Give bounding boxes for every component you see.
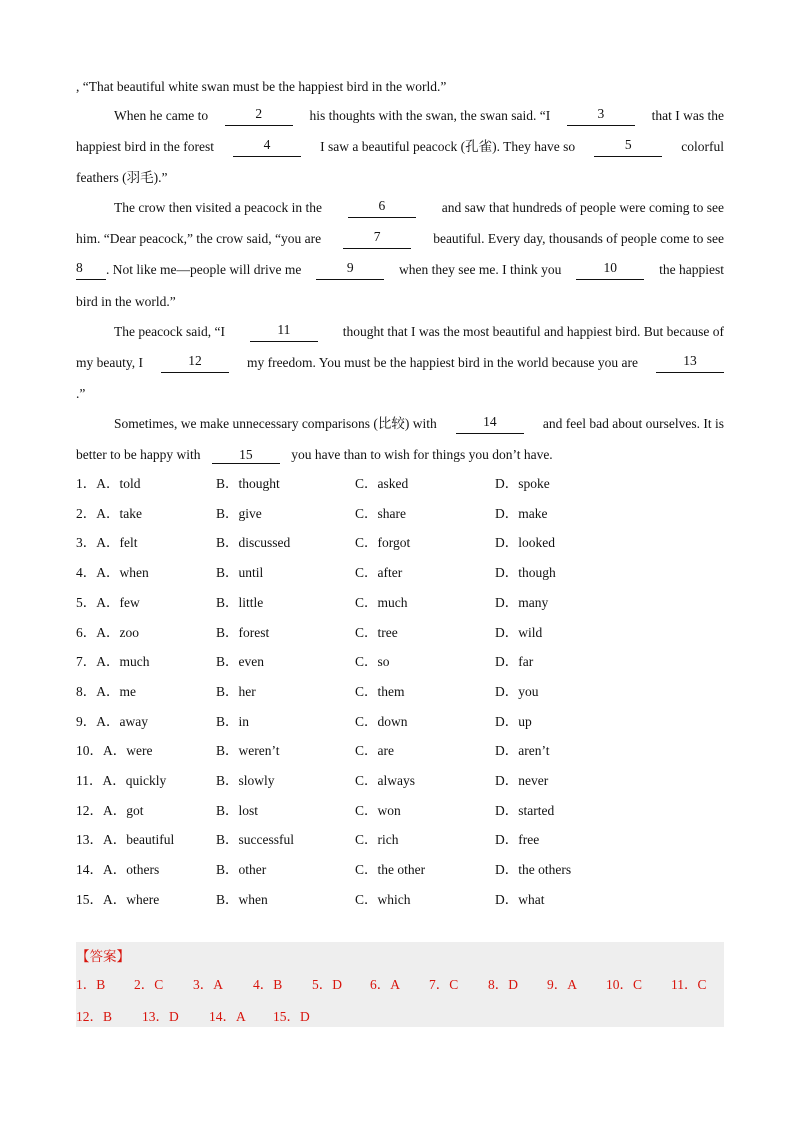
passage-text: and saw that hundreds of people were coming to see (441, 200, 724, 215)
option-a: A．beautiful (103, 832, 175, 847)
question-number: 8． (76, 684, 97, 699)
option-a: A．away (96, 714, 148, 729)
passage-text: When he came to (114, 108, 209, 123)
question-number-and-option-a (76, 504, 142, 524)
question-number-and-option-a (76, 563, 149, 583)
option-d: D．started (495, 803, 555, 818)
option-a: A．quickly (102, 773, 167, 788)
blank-6: 6 (348, 198, 416, 218)
answer-item: 11．C (671, 977, 707, 992)
option-a: A．much (96, 654, 150, 669)
passage-text: better to be happy with (76, 447, 201, 462)
question-number: 13． (76, 832, 103, 847)
blank-3: 3 (567, 106, 635, 126)
option-a: A．me (96, 684, 136, 699)
option-c: C．rich (355, 832, 399, 847)
passage-text: you have than to wish for things you don’t have. (291, 447, 553, 462)
question-row (76, 741, 724, 761)
question-row (76, 533, 724, 553)
question-number-and-option-a (76, 623, 139, 643)
question-row (76, 712, 724, 732)
question-number: 4． (76, 565, 97, 580)
question-number-and-option-a (76, 682, 136, 702)
option-a: A．were (103, 743, 153, 758)
blank-8: 8 (76, 260, 106, 280)
question-number-and-option-a (76, 771, 166, 791)
answer-item: 3．A (193, 977, 223, 992)
question-number-and-option-a (76, 652, 150, 672)
passage-text: feathers (羽毛).” (76, 170, 168, 185)
passage-line (76, 445, 724, 465)
option-d: D．the others (495, 862, 572, 877)
option-b: B．her (216, 684, 256, 699)
question-row (76, 801, 724, 821)
option-c: C．forgot (355, 535, 411, 550)
answer-title: 【答案】 (76, 949, 130, 964)
option-d: D．far (495, 654, 534, 669)
option-a: A．told (96, 476, 141, 491)
option-d: D．looked (495, 535, 555, 550)
blank-15: 15 (212, 447, 280, 464)
passage-text: The peacock said, “I (114, 324, 225, 339)
question-number: 7． (76, 654, 97, 669)
question-number-and-option-a (76, 801, 144, 821)
option-d: D．you (495, 684, 539, 699)
answer-key (76, 942, 724, 1027)
option-b: B．until (216, 565, 264, 580)
question-number: 5． (76, 595, 97, 610)
option-d: D．up (495, 714, 532, 729)
question-number: 3． (76, 535, 97, 550)
option-d: D．never (495, 773, 549, 788)
answer-item: 10．C (606, 977, 643, 992)
passage-text: and feel bad about ourselves. It is (542, 416, 724, 431)
passage-line (76, 168, 724, 188)
option-b: B．thought (216, 476, 280, 491)
passage-text: bird in the world.” (76, 294, 176, 309)
question-number: 11． (76, 773, 103, 788)
question-number: 12． (76, 803, 103, 818)
option-b: B．in (216, 714, 250, 729)
option-a: A．few (96, 595, 140, 610)
option-d: D．free (495, 832, 540, 847)
option-c: C．share (355, 506, 406, 521)
question-number: 14． (76, 862, 103, 877)
passage-line (76, 353, 724, 373)
option-d: D．spoke (495, 476, 550, 491)
answer-item: 9．A (547, 977, 577, 992)
option-b: B．weren’t (216, 743, 280, 758)
option-c: C．them (355, 684, 405, 699)
question-number-and-option-a (76, 533, 138, 553)
option-a: A．take (96, 506, 142, 521)
question-number-and-option-a (76, 890, 159, 910)
question-row (76, 771, 724, 791)
passage-line (114, 106, 724, 126)
question-row (76, 860, 724, 880)
question-row (76, 890, 724, 910)
passage-text: thought that I was the most beautiful and happiest bird. But because of (342, 324, 724, 339)
question-number-and-option-a (76, 860, 159, 880)
question-number: 6． (76, 625, 97, 640)
answer-item: 12．B (76, 1009, 113, 1024)
question-number: 9． (76, 714, 97, 729)
option-b: B．other (216, 862, 267, 877)
option-d: D．many (495, 595, 549, 610)
option-b: B．slowly (216, 773, 275, 788)
passage-text: happiest bird in the forest (76, 139, 214, 154)
blank-13: 13 (656, 353, 724, 373)
passage-line (76, 384, 724, 404)
blank-9: 9 (316, 260, 384, 280)
passage-text: . Not like me—people will drive me (106, 262, 302, 277)
question-number-and-option-a (76, 830, 174, 850)
option-b: B．successful (216, 832, 294, 847)
blank-11: 11 (250, 322, 318, 342)
blank-14: 14 (456, 414, 524, 434)
question-number: 2． (76, 506, 97, 521)
passage-line (76, 260, 724, 280)
question-number: 1． (76, 476, 97, 491)
passage-text: beautiful. Every day, thousands of people come to see (433, 231, 724, 246)
answer-item: 14．A (209, 1009, 246, 1024)
option-c: C．are (355, 743, 394, 758)
question-row (76, 682, 724, 702)
question-number-and-option-a (76, 741, 152, 761)
answer-item: 5．D (312, 977, 342, 992)
blank-5: 5 (594, 137, 662, 157)
question-number-and-option-a (76, 712, 148, 732)
passage-text: I saw a beautiful peacock (孔雀). They have so (320, 139, 576, 154)
option-a: A．when (96, 565, 149, 580)
option-b: B．lost (216, 803, 259, 818)
passage-text: that I was the (651, 108, 724, 123)
option-c: C．always (355, 773, 415, 788)
option-d: D．though (495, 565, 556, 580)
answer-item: 7．C (429, 977, 459, 992)
passage-line (76, 137, 724, 157)
passage-text: my freedom. You must be the happiest bird in the world because you are (246, 355, 638, 370)
question-number-and-option-a (76, 474, 141, 494)
option-d: D．wild (495, 625, 543, 640)
option-a: A．where (103, 892, 160, 907)
question-row (76, 830, 724, 850)
question-number: 10． (76, 743, 103, 758)
answer-item: 15．D (273, 1009, 310, 1024)
passage-line (76, 229, 724, 249)
answer-item: 1．B (76, 977, 106, 992)
answer-item: 2．C (134, 977, 164, 992)
question-row (76, 623, 724, 643)
option-c: C．so (355, 654, 390, 669)
question-row (76, 504, 724, 524)
blank-2: 2 (225, 106, 293, 126)
answer-item: 13．D (142, 1009, 179, 1024)
passage-text: my beauty, I (76, 355, 143, 370)
answer-item: 4．B (253, 977, 283, 992)
passage-line (76, 77, 724, 97)
option-a: A．felt (96, 535, 138, 550)
passage-text: the happiest (659, 262, 724, 277)
option-b: B．give (216, 506, 262, 521)
option-a: A．others (103, 862, 160, 877)
passage-text: him. “Dear peacock,” the crow said, “you are (76, 231, 322, 246)
option-c: C．tree (355, 625, 398, 640)
question-number: 15． (76, 892, 103, 907)
option-c: C．which (355, 892, 411, 907)
blank-10: 10 (576, 260, 644, 280)
option-c: C．the other (355, 862, 426, 877)
passage-line (76, 292, 724, 312)
blank-4: 4 (233, 137, 301, 157)
question-row (76, 474, 724, 494)
option-b: B．little (216, 595, 264, 610)
option-d: D．aren’t (495, 743, 550, 758)
passage-text: The crow then visited a peacock in the (114, 200, 323, 215)
question-number-and-option-a (76, 593, 140, 613)
passage-text: , “That beautiful white swan must be the happiest bird in the world.” (76, 79, 447, 94)
option-d: D．what (495, 892, 545, 907)
passage-line (114, 198, 724, 218)
passage-text: colorful (681, 139, 724, 154)
passage-text: Sometimes, we make unnecessary comparisons (比较) with (114, 416, 437, 431)
blank-7: 7 (343, 229, 411, 249)
question-row (76, 652, 724, 672)
question-row (76, 563, 724, 583)
option-c: C．down (355, 714, 408, 729)
option-c: C．much (355, 595, 408, 610)
passage-line (114, 322, 724, 342)
passage-text: his thoughts with the swan, the swan said. “I (309, 108, 551, 123)
option-b: B．when (216, 892, 268, 907)
passage-text: .” (76, 386, 86, 401)
question-row (76, 593, 724, 613)
option-c: C．asked (355, 476, 409, 491)
option-c: C．won (355, 803, 401, 818)
passage-line (114, 414, 724, 434)
option-a: A．zoo (96, 625, 139, 640)
option-b: B．discussed (216, 535, 291, 550)
answer-item: 8．D (488, 977, 518, 992)
option-a: A．got (103, 803, 144, 818)
option-c: C．after (355, 565, 403, 580)
passage-text: when they see me. I think you (399, 262, 562, 277)
blank-12: 12 (161, 353, 229, 373)
answer-item: 6．A (370, 977, 400, 992)
option-d: D．make (495, 506, 548, 521)
option-b: B．even (216, 654, 264, 669)
option-b: B．forest (216, 625, 270, 640)
